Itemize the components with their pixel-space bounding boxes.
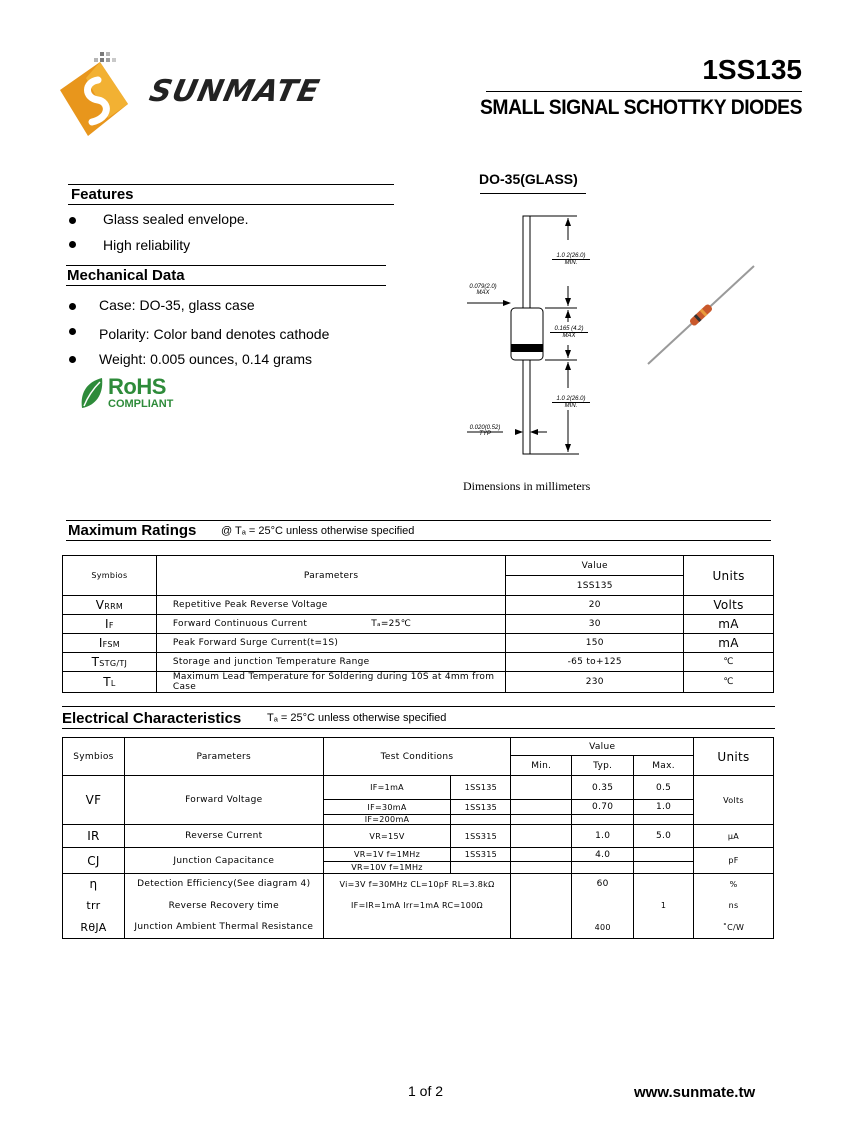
- dim-body-length: 0.165 (4.2) MAX: [550, 326, 588, 339]
- dim-lead-diameter: 0.020(0.52) TYP: [469, 425, 501, 437]
- typ: 0.70: [572, 800, 634, 815]
- test-condition: VR=1V f=1MHz: [323, 848, 451, 862]
- typ: 60: [572, 874, 634, 895]
- parameter: Reverse Current: [124, 825, 323, 848]
- typ: 400: [572, 917, 634, 939]
- dimensions-caption: Dimensions in millimeters: [463, 479, 591, 493]
- symbol: VRRM: [63, 596, 157, 615]
- feature-item: High reliability: [103, 237, 191, 253]
- parameter: Junction Capacitance: [124, 848, 323, 874]
- value: 230: [506, 672, 684, 693]
- header-rule: [486, 91, 802, 92]
- website-link[interactable]: www.sunmate.tw: [634, 1084, 756, 1101]
- bullet: [69, 328, 76, 335]
- unit: Volts: [694, 776, 774, 825]
- rohs-badge: [78, 376, 188, 412]
- brand-name: SUNMATE: [146, 74, 323, 109]
- header-value: Value: [511, 738, 694, 756]
- elec-table: [62, 737, 774, 939]
- symbol: trr: [63, 895, 125, 917]
- mechanical-top-rule: [66, 265, 386, 266]
- dim-lead-top: 1.0 2(26.0) MIN.: [552, 253, 590, 266]
- bullet: [69, 356, 76, 363]
- unit: mA: [684, 634, 774, 653]
- symbol: IFSM: [63, 634, 157, 653]
- unit: ℃: [684, 672, 774, 693]
- parameter: Maximum Lead Temperature for Soldering during 10S at 4mm from Case: [156, 672, 506, 693]
- package-title: DO-35(GLASS): [479, 171, 578, 187]
- max-ratings-bottom-rule: [66, 540, 771, 541]
- parameter: Detection Efficiency(See diagram 4): [124, 874, 323, 895]
- test-condition: IF=200mA: [323, 815, 451, 825]
- test-condition: IF=1mA: [323, 776, 451, 800]
- max-ratings-title: Maximum Ratings: [68, 522, 197, 539]
- max-ratings-table: [62, 555, 774, 693]
- test-condition: VR=15V: [323, 825, 451, 848]
- elec-condition: Tₐ = 25°C unless otherwise specified: [267, 712, 447, 724]
- feature-item: Glass sealed envelope.: [103, 211, 249, 227]
- value: -65 to+125: [506, 653, 684, 672]
- test-condition: VR=10V f=1MHz: [323, 862, 451, 874]
- part-number-cell: 1SS315: [451, 825, 511, 848]
- unit: ˚C/W: [694, 917, 774, 939]
- symbol: RθJA: [63, 917, 125, 939]
- elec-top-rule: [62, 706, 775, 707]
- part-number-cell: 1SS135: [451, 776, 511, 800]
- diode-photo-icon: [640, 260, 760, 370]
- header-parameters: Parameters: [124, 738, 323, 776]
- parameter: Repetitive Peak Reverse Voltage: [156, 596, 506, 615]
- bullet: [69, 217, 76, 224]
- symbol: CJ: [63, 848, 125, 874]
- elec-bottom-rule: [62, 728, 775, 729]
- part-number: 1SS135: [702, 54, 802, 85]
- header-part: 1SS135: [506, 576, 684, 596]
- parameter: Forward Voltage: [124, 776, 323, 825]
- mechanical-bottom-rule: [66, 285, 386, 286]
- max: 1.0: [634, 800, 694, 815]
- symbol: TL: [63, 672, 157, 693]
- parameter: Reverse Recovery time: [124, 895, 323, 917]
- symbol: η: [63, 874, 125, 895]
- unit: μA: [694, 825, 774, 848]
- symbol: IR: [63, 825, 125, 848]
- unit: ns: [694, 895, 774, 917]
- typ: 1.0: [572, 825, 634, 848]
- header-symbols: Symbios: [63, 738, 125, 776]
- typ: 4.0: [572, 848, 634, 862]
- page-subtitle: SMALL SIGNAL SCHOTTKY DIODES: [479, 96, 802, 119]
- features-bottom-rule: [68, 204, 394, 205]
- symbol: IF: [63, 615, 157, 634]
- parameter: Peak Forward Surge Current(t=1S): [156, 634, 506, 653]
- header-typ: Typ.: [572, 756, 634, 776]
- mechanical-item: Weight: 0.005 ounces, 0.14 grams: [99, 351, 312, 367]
- mechanical-item: Polarity: Color band denotes cathode: [99, 326, 330, 342]
- bullet: [69, 241, 76, 248]
- features-top-rule: [68, 184, 394, 185]
- mechanical-title: Mechanical Data: [67, 267, 185, 284]
- value: 20: [506, 596, 684, 615]
- package-title-rule: [480, 193, 586, 194]
- bullet: [69, 303, 76, 310]
- parameter: Junction Ambient Thermal Resistance: [124, 917, 323, 939]
- part-number-cell: 1SS135: [451, 800, 511, 815]
- max: 1: [634, 895, 694, 917]
- symbol: VF: [63, 776, 125, 825]
- symbol: TSTG/TJ: [63, 653, 157, 672]
- header-min: Min.: [511, 756, 572, 776]
- header-symbols: Symbios: [63, 556, 157, 596]
- dim-body-diameter: 0.079(2.0) MAX: [469, 284, 497, 296]
- rohs-compliant: COMPLIANT: [108, 398, 174, 410]
- dim-lead-bottom: 1.0 2(26.0) MIN.: [552, 396, 590, 409]
- parameter: Forward Continuous Current Tₐ=25℃: [156, 615, 506, 634]
- leaf-icon: [78, 376, 106, 410]
- page-number: 1 of 2: [408, 1083, 444, 1099]
- header-parameters: Parameters: [156, 556, 506, 596]
- header-max: Max.: [634, 756, 694, 776]
- features-title: Features: [71, 186, 134, 203]
- unit: mA: [684, 615, 774, 634]
- part-number-cell: 1SS315: [451, 848, 511, 862]
- unit: %: [694, 874, 774, 895]
- unit: pF: [694, 848, 774, 874]
- max-ratings-top-rule: [66, 520, 771, 521]
- unit: ℃: [684, 653, 774, 672]
- parameter: Storage and junction Temperature Range: [156, 653, 506, 672]
- header-units: Units: [684, 556, 774, 596]
- header-test-conditions: Test Conditions: [323, 738, 511, 776]
- rohs-text: RoHS: [108, 374, 166, 399]
- test-condition: IF=IR=1mA Irr=1mA RC=100Ω: [323, 895, 511, 917]
- header-units: Units: [694, 738, 774, 776]
- typ: 0.35: [572, 776, 634, 800]
- max: 5.0: [634, 825, 694, 848]
- mechanical-item: Case: DO-35, glass case: [99, 297, 255, 313]
- unit: Volts: [684, 596, 774, 615]
- max: 0.5: [634, 776, 694, 800]
- value: 150: [506, 634, 684, 653]
- company-logo: [58, 48, 323, 138]
- max-ratings-condition: @ Tₐ = 25°C unless otherwise specified: [221, 525, 415, 537]
- elec-title: Electrical Characteristics: [62, 710, 242, 727]
- value: 30: [506, 615, 684, 634]
- test-condition: Vi=3V f=30MHz CL=10pF RL=3.8kΩ: [323, 874, 511, 895]
- test-condition: IF=30mA: [323, 800, 451, 815]
- header-value: Value: [506, 556, 684, 576]
